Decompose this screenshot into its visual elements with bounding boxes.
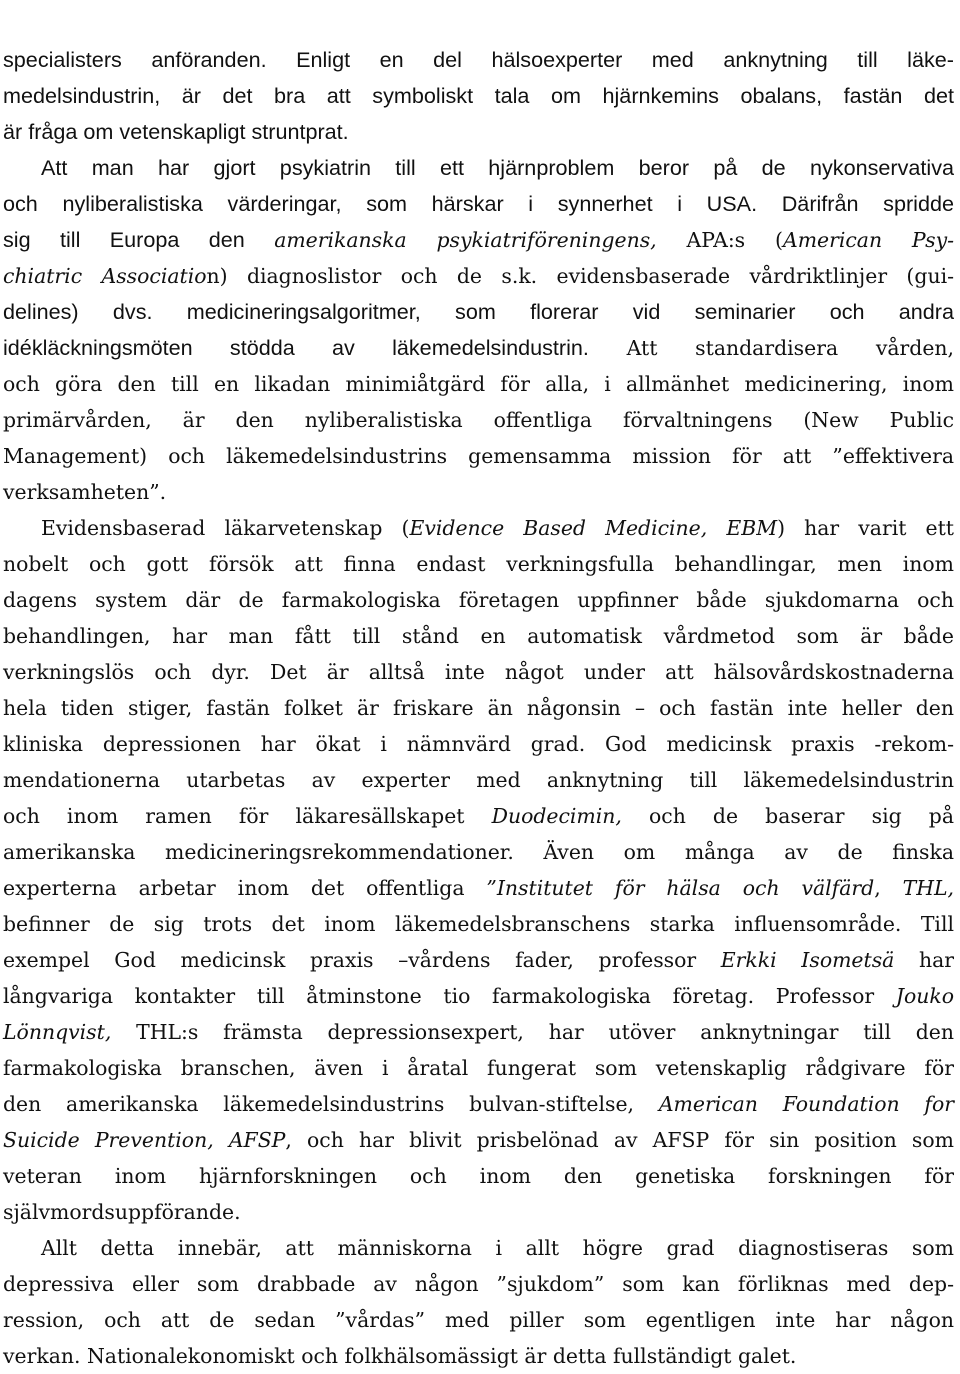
text-run: APA:s ( bbox=[656, 228, 783, 252]
text-line bbox=[3, 510, 954, 546]
text-line: veteran inom hjärnforskningen och inom den genetiska forskningen för bbox=[3, 1164, 954, 1188]
italic-text: Duodecimin, bbox=[491, 804, 622, 828]
italic-text: Suicide Prevention, AFSP bbox=[3, 1128, 286, 1152]
text-line: farmakologiska branschen, även i åratal fungerat som vetenskaplig rådgivare för bbox=[3, 1056, 954, 1080]
text-line: primärvården, är den nyliberalistiska offentliga förvaltningens (New Public bbox=[3, 408, 954, 432]
text-line: Att man har gjort psykiatrin till ett hjärnproblem beror på de nykonservativa bbox=[41, 155, 954, 180]
text-line: delines) dvs. medicineringsalgoritmer, som florerar vid seminarier och andra bbox=[3, 299, 954, 324]
text-line: verkan. Nationalekonomiskt och folkhälsomässigt är detta fullständigt galet. bbox=[3, 1344, 797, 1368]
text-line bbox=[3, 330, 954, 366]
italic-text: American Foundation for bbox=[658, 1092, 954, 1116]
text-run: Evidensbaserad läkarvetenskap ( bbox=[41, 516, 410, 540]
text-run: sig till Europa den bbox=[3, 227, 275, 252]
text-run: långvariga kontakter till åtminstone tio farmakologiska företag. Professor bbox=[3, 984, 896, 1008]
text-line: nobelt och gott försök att finna endast verkningsfulla behandlingar, men inom bbox=[3, 552, 954, 576]
italic-text: American Psy- bbox=[782, 228, 954, 252]
paragraph-2 bbox=[3, 510, 954, 1230]
italic-text: Lönnqvist, bbox=[3, 1020, 112, 1044]
text-run: idékläckningsmöten stödda av läkemedelsindustrin. bbox=[3, 335, 589, 360]
text-run: har bbox=[894, 948, 954, 972]
text-line: hela tiden stiger, fastän folket är friskare än någonsin – och fastän inte heller den bbox=[3, 696, 954, 720]
italic-text: Evidence Based Medicine, EBM bbox=[409, 516, 778, 540]
text-line bbox=[3, 1014, 954, 1050]
text-line: Management) och läkemedelsindustrins gemensamma mission för att ”effektivera bbox=[3, 444, 954, 468]
text-line: och nyliberalistiska värderingar, som härskar i synnerhet i USA. Därifrån spridde bbox=[3, 191, 954, 216]
text-line: ression, och att de sedan ”vårdas” med piller som egentligen inte har någon bbox=[3, 1308, 954, 1332]
text-line: depressiva eller som drabbade av någon ”sjukdom” som kan förliknas med dep- bbox=[3, 1272, 954, 1296]
text-line: medelsindustrin, är det bra att symboliskt tala om hjärnkemins obalans, fastän det bbox=[3, 83, 954, 108]
text-run: THL:s främsta depressionsexpert, har utöver anknytningar till den bbox=[111, 1020, 954, 1044]
text-line bbox=[3, 798, 954, 834]
text-line: och göra den till en likadan minimiåtgärd för alla, i allmänhet medicinering, inom bbox=[3, 372, 954, 396]
text-run: Att standardisera vården, bbox=[588, 336, 954, 360]
text-line bbox=[3, 1122, 954, 1158]
paragraph-1 bbox=[3, 42, 954, 510]
text-line: dagens system där de farmakologiska företagen uppfinner både sjukdomarna och bbox=[3, 588, 954, 612]
italic-text: THL, bbox=[902, 876, 955, 900]
text-line: är fråga om vetenskapligt struntprat. bbox=[3, 119, 349, 144]
text-line bbox=[3, 978, 954, 1014]
text-run: exempel God medicinsk praxis –vårdens fader, professor bbox=[3, 948, 721, 972]
text-line: verkningslös och dyr. Det är alltså inte något under att hälsovårdskostnaderna bbox=[3, 660, 954, 684]
text-run: , bbox=[874, 876, 903, 900]
text-line: specialisters anföranden. Enligt en del hälsoexperter med anknytning till läke- bbox=[3, 47, 954, 72]
italic-text: Erkki Isometsä bbox=[720, 948, 895, 972]
text-run: och de baserar sig på bbox=[621, 804, 954, 828]
text-run: ) har varit ett bbox=[777, 516, 954, 540]
text-line: Allt detta innebär, att människorna i allt högre grad diagnostiseras som bbox=[41, 1236, 954, 1260]
text-line bbox=[3, 258, 954, 294]
text-run: den amerikanska läkemedelsindustrins bulvan-stiftelse, bbox=[3, 1092, 659, 1116]
text-line: självmordsuppförande. bbox=[3, 1200, 241, 1224]
text-line bbox=[3, 942, 954, 978]
text-line: mendationerna utarbetas av experter med anknytning till läkemedelsindustrin bbox=[3, 768, 954, 792]
text-line: verksamheten”. bbox=[3, 480, 167, 504]
text-line bbox=[3, 222, 954, 258]
text-line bbox=[3, 870, 954, 906]
text-run: experterna arbetar inom det offentliga bbox=[3, 876, 487, 900]
text-line: behandlingen, har man fått till stånd en automatisk vårdmetod som är både bbox=[3, 624, 954, 648]
text-run: och inom ramen för läkaresällskapet bbox=[3, 804, 492, 828]
text-run: , och har blivit prisbelönad av AFSP för sin position som bbox=[285, 1128, 955, 1152]
text-line bbox=[3, 1086, 954, 1122]
italic-text: amerikanska psykiatriföreningens, bbox=[274, 228, 657, 252]
text-line: amerikanska medicineringsrekommendationer. Även om många av de finska bbox=[3, 840, 954, 864]
italic-text: chiatric Associatio bbox=[3, 264, 207, 288]
text-line: befinner de sig trots det inom läkemedelsbranschens starka influensområde. Till bbox=[3, 912, 954, 936]
paragraph-3 bbox=[3, 1230, 954, 1374]
italic-text: Jouko bbox=[895, 984, 954, 1008]
text-line: kliniska depressionen har ökat i nämnvärd grad. God medicinsk praxis -rekom- bbox=[3, 732, 954, 756]
text-run: n) diagnoslistor och de s.k. evidensbaserade vårdriktlinjer (gui- bbox=[206, 264, 954, 288]
italic-text: ”Institutet för hälsa och välfärd bbox=[486, 876, 875, 900]
